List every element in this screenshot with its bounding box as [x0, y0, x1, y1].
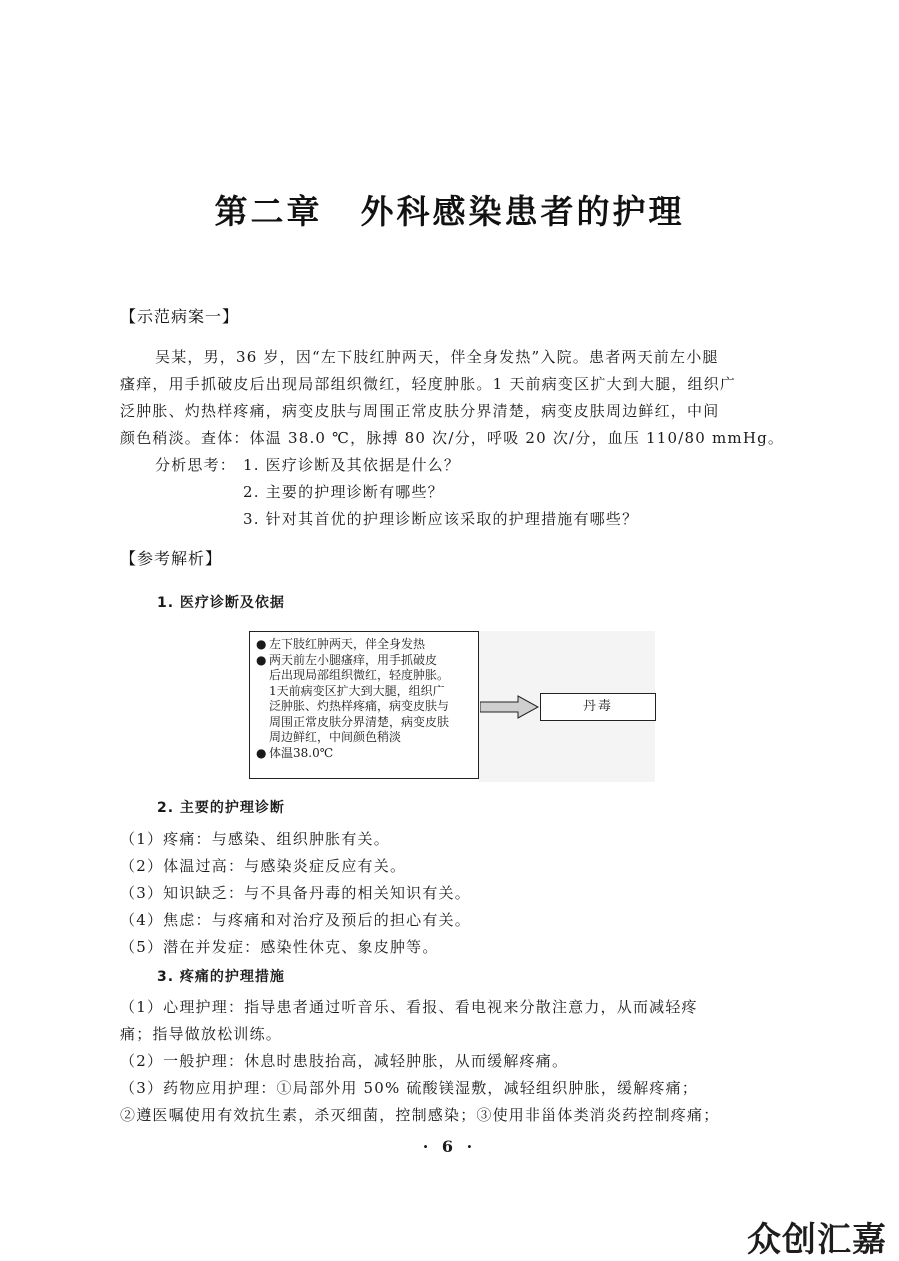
section-title: 1. 医疗诊断及依据 [157, 595, 285, 611]
questions-lead: 分析思考： [155, 456, 237, 474]
section-title: 3. 疼痛的护理措施 [157, 969, 285, 985]
chapter-name: 外科感染患者的护理 [360, 192, 685, 231]
basis-line: 周边鲜红，中间颜色稍淡 [269, 730, 402, 744]
bullet-icon: ● [256, 652, 267, 667]
basis-line: ● 两天前左小腿瘙痒，用手抓破皮 [256, 652, 438, 667]
basis-line: 后出现局部组织微红，轻度肿胀。 [269, 668, 450, 682]
basis-line: 泛肿胀、灼热样疼痛，病变皮肤与 [269, 699, 450, 713]
measure-line: 痛；指导做放松训练。 [120, 1025, 283, 1043]
question-item: 3. 针对其首优的护理诊断应该采取的护理措施有哪些？ [243, 510, 639, 528]
analysis-heading: 【参考解析】 [120, 549, 223, 568]
nursing-diagnosis-item: （3）知识缺乏：与不具备丹毒的相关知识有关。 [120, 884, 471, 902]
measure-line: ②遵医嘱使用有效抗生素，杀灭细菌，控制感染；③使用非甾体类消炎药控制疼痛； [120, 1106, 720, 1124]
nursing-diagnosis-item: （5）潜在并发症：感染性休克、象皮肿等。 [120, 938, 439, 956]
measure-line: （1）心理护理：指导患者通过听音乐、看报、看电视来分散注意力，从而减轻疼 [120, 998, 698, 1016]
basis-line: ● 左下肢红肿两天，伴全身发热 [256, 637, 426, 651]
watermark-logo: 众创汇嘉 [747, 1220, 887, 1260]
bullet-icon: ● [256, 637, 267, 651]
nursing-diagnosis-item: （4）焦虑：与疼痛和对治疗及预后的担心有关。 [120, 911, 471, 929]
case-heading: 【示范病案一】 [120, 307, 240, 326]
case-line: 泛肿胀、灼热样疼痛，病变皮肤与周围正常皮肤分界清楚，病变皮肤周边鲜红，中间 [120, 402, 720, 420]
section-title: 2. 主要的护理诊断 [157, 800, 285, 816]
chapter-title [0, 186, 899, 233]
bullet-icon: ● [256, 745, 267, 760]
diagnosis-basis-box [249, 631, 479, 779]
nursing-diagnosis-item: （2）体温过高：与感染炎症反应有关。 [120, 857, 407, 875]
arrow-icon [480, 694, 540, 720]
question-item: 1. 医疗诊断及其依据是什么？ [243, 456, 461, 474]
chapter-number: 第二章 [214, 192, 323, 231]
basis-line: 周围正常皮肤分界清楚，病变皮肤 [269, 714, 450, 729]
page-number: · 6 · [422, 1137, 477, 1156]
question-item: 2. 主要的护理诊断有哪些？ [243, 483, 444, 501]
case-line: 吴某，男，36 岁，因“左下肢红肿两天，伴全身发热”入院。患者两天前左小腿 [155, 348, 719, 366]
measure-line: （2）一般护理：休息时患肢抬高，减轻肿胀，从而缓解疼痛。 [120, 1052, 569, 1070]
nursing-diagnosis-item: （1）疼痛：与感染、组织肿胀有关。 [120, 830, 390, 848]
case-line: 颜色稍淡。查体：体温 38.0 ℃，脉搏 80 次/分，呼吸 20 次/分，血压 110/80 mmHg。 [120, 429, 785, 447]
diagnosis-result-box: 丹毒 [540, 693, 656, 721]
case-line: 瘙痒，用手抓破皮后出现局部组织微红，轻度肿胀。1 天前病变区扩大到大腿，组织广 [120, 375, 737, 393]
measure-line: （3）药物应用护理：①局部外用 50% 硫酸镁湿敷，减轻组织肿胀，缓解疼痛； [120, 1079, 699, 1097]
basis-line: 1天前病变区扩大到大腿，组织广 [269, 683, 445, 698]
basis-line: ● 体温38.0℃ [256, 745, 334, 760]
